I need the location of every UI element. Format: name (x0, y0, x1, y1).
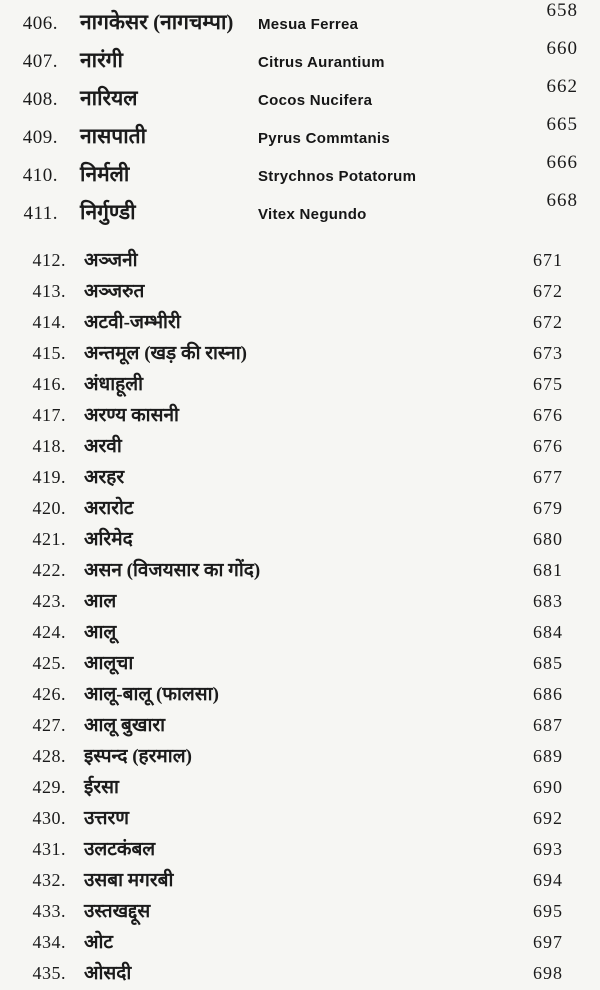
page-number: 660 (546, 38, 578, 59)
page-number: 683 (533, 591, 563, 611)
hindi-name: ओसदी (84, 963, 132, 984)
index-row (0, 370, 600, 401)
hindi-name: अरिमेद (84, 529, 133, 550)
hindi-name: अञ्जनी (84, 250, 138, 271)
serial-number: 434. (32, 932, 66, 952)
hindi-name: अंधाहूली (84, 374, 144, 395)
index-row (0, 866, 600, 897)
serial-number: 419. (32, 467, 66, 487)
page-number: 690 (533, 777, 563, 797)
serial-number: 421. (32, 529, 66, 549)
index-row (0, 38, 600, 84)
hindi-name: अटवी-जम्भीरी (84, 312, 181, 333)
index-row (0, 0, 600, 46)
page-number: 676 (533, 436, 563, 456)
serial-number: 435. (32, 963, 66, 983)
latin-name: Citrus Aurantium (258, 54, 385, 71)
index-row (0, 494, 600, 525)
page-number: 676 (533, 405, 563, 425)
page-number: 672 (533, 312, 563, 332)
index-row (0, 711, 600, 742)
serial-number: 427. (32, 715, 66, 735)
hindi-name: उस्तखद्दूस (84, 901, 151, 922)
serial-number: 420. (32, 498, 66, 518)
index-row (0, 190, 600, 236)
index-row (0, 928, 600, 959)
page-number: 685 (533, 653, 563, 673)
serial-number: 409. (22, 127, 58, 148)
page-number: 695 (533, 901, 563, 921)
index-row (0, 618, 600, 649)
serial-number: 418. (32, 436, 66, 456)
latin-name: Mesua Ferrea (258, 16, 359, 33)
page-number: 665 (546, 114, 578, 135)
hindi-name: आलू-बालू (फालसा) (84, 684, 219, 705)
hindi-name: अरवी (84, 436, 122, 457)
latin-name: Cocos Nucifera (258, 92, 373, 109)
serial-number: 424. (32, 622, 66, 642)
hindi-name: इस्पन्द (हरमाल) (84, 746, 192, 767)
serial-number: 430. (32, 808, 66, 828)
hindi-name: निर्मली (80, 162, 130, 186)
page-number: 668 (546, 190, 578, 211)
serial-number: 423. (32, 591, 66, 611)
index-row (0, 463, 600, 494)
latin-name: Vitex Negundo (258, 206, 367, 223)
page-number: 679 (533, 498, 563, 518)
page-number: 673 (533, 343, 563, 363)
hindi-name: निर्गुण्डी (80, 200, 136, 224)
index-row (0, 804, 600, 835)
page-number: 698 (533, 963, 563, 983)
page-number: 662 (546, 76, 578, 97)
hindi-name: आल (84, 591, 117, 612)
index-row (0, 835, 600, 866)
serial-number: 431. (32, 839, 66, 859)
page-number: 693 (533, 839, 563, 859)
page-number: 694 (533, 870, 563, 890)
index-row (0, 432, 600, 463)
hindi-name: अरण्य कासनी (84, 405, 179, 426)
page-number: 677 (533, 467, 563, 487)
index-row (0, 525, 600, 556)
serial-number: 414. (32, 312, 66, 332)
page-number: 689 (533, 746, 563, 766)
index-row (0, 152, 600, 198)
index-row (0, 339, 600, 370)
latin-name: Strychnos Potatorum (258, 168, 417, 185)
hindi-name: आलू (84, 622, 117, 643)
hindi-name: ओट (84, 932, 114, 953)
hindi-name: असन (विजयसार का गोंद) (84, 560, 261, 581)
page-number: 697 (533, 932, 563, 952)
page-number: 692 (533, 808, 563, 828)
index-row (0, 587, 600, 618)
page-number: 686 (533, 684, 563, 704)
index-row (0, 76, 600, 122)
hindi-name: उत्तरण (84, 808, 130, 829)
page-number: 675 (533, 374, 563, 394)
index-section-with-latin (0, 0, 600, 236)
latin-name: Pyrus Commtanis (258, 130, 391, 147)
index-row (0, 277, 600, 308)
index-row (0, 308, 600, 339)
index-row (0, 773, 600, 804)
index-row (0, 897, 600, 928)
page-number: 672 (533, 281, 563, 301)
index-row (0, 401, 600, 432)
hindi-name: नारंगी (80, 48, 123, 72)
hindi-name: उलटकंबल (84, 839, 156, 860)
serial-number: 432. (32, 870, 66, 890)
serial-number: 410. (22, 165, 58, 186)
index-row (0, 680, 600, 711)
serial-number: 411. (23, 203, 58, 224)
serial-number: 415. (32, 343, 66, 363)
serial-number: 426. (32, 684, 66, 704)
serial-number: 425. (32, 653, 66, 673)
hindi-name: नारियल (80, 86, 138, 110)
hindi-name: ईरसा (84, 777, 119, 798)
page-number: 681 (533, 560, 563, 580)
index-row (0, 649, 600, 680)
index-row (0, 114, 600, 160)
serial-number: 416. (32, 374, 66, 394)
hindi-name: नागकेसर (नागचम्पा) (80, 10, 234, 34)
page-number: 684 (533, 622, 563, 642)
serial-number: 428. (32, 746, 66, 766)
page-number: 687 (533, 715, 563, 735)
hindi-name: अरारोट (84, 498, 134, 519)
index-row (0, 959, 600, 990)
serial-number: 408. (22, 89, 58, 110)
serial-number: 407. (22, 51, 58, 72)
serial-number: 433. (32, 901, 66, 921)
serial-number: 417. (32, 405, 66, 425)
index-row (0, 742, 600, 773)
page-number: 666 (546, 152, 578, 173)
index-row (0, 246, 600, 277)
hindi-name: उसबा मगरबी (84, 870, 174, 891)
serial-number: 413. (32, 281, 66, 301)
page-number: 671 (533, 250, 563, 270)
hindi-name: अन्तमूल (खड़ की रास्ना) (84, 343, 247, 364)
page-number: 680 (533, 529, 563, 549)
serial-number: 422. (32, 560, 66, 580)
page-number: 658 (546, 0, 578, 21)
serial-number: 406. (22, 13, 58, 34)
hindi-name: आलू बुखारा (84, 715, 166, 736)
hindi-name: नासपाती (80, 124, 147, 148)
hindi-name: अरहर (84, 467, 125, 488)
index-section-plain (0, 246, 600, 990)
serial-number: 412. (32, 250, 66, 270)
hindi-name: अञ्जरुत (84, 281, 145, 302)
index-row (0, 556, 600, 587)
hindi-name: आलूचा (84, 653, 134, 674)
serial-number: 429. (32, 777, 66, 797)
